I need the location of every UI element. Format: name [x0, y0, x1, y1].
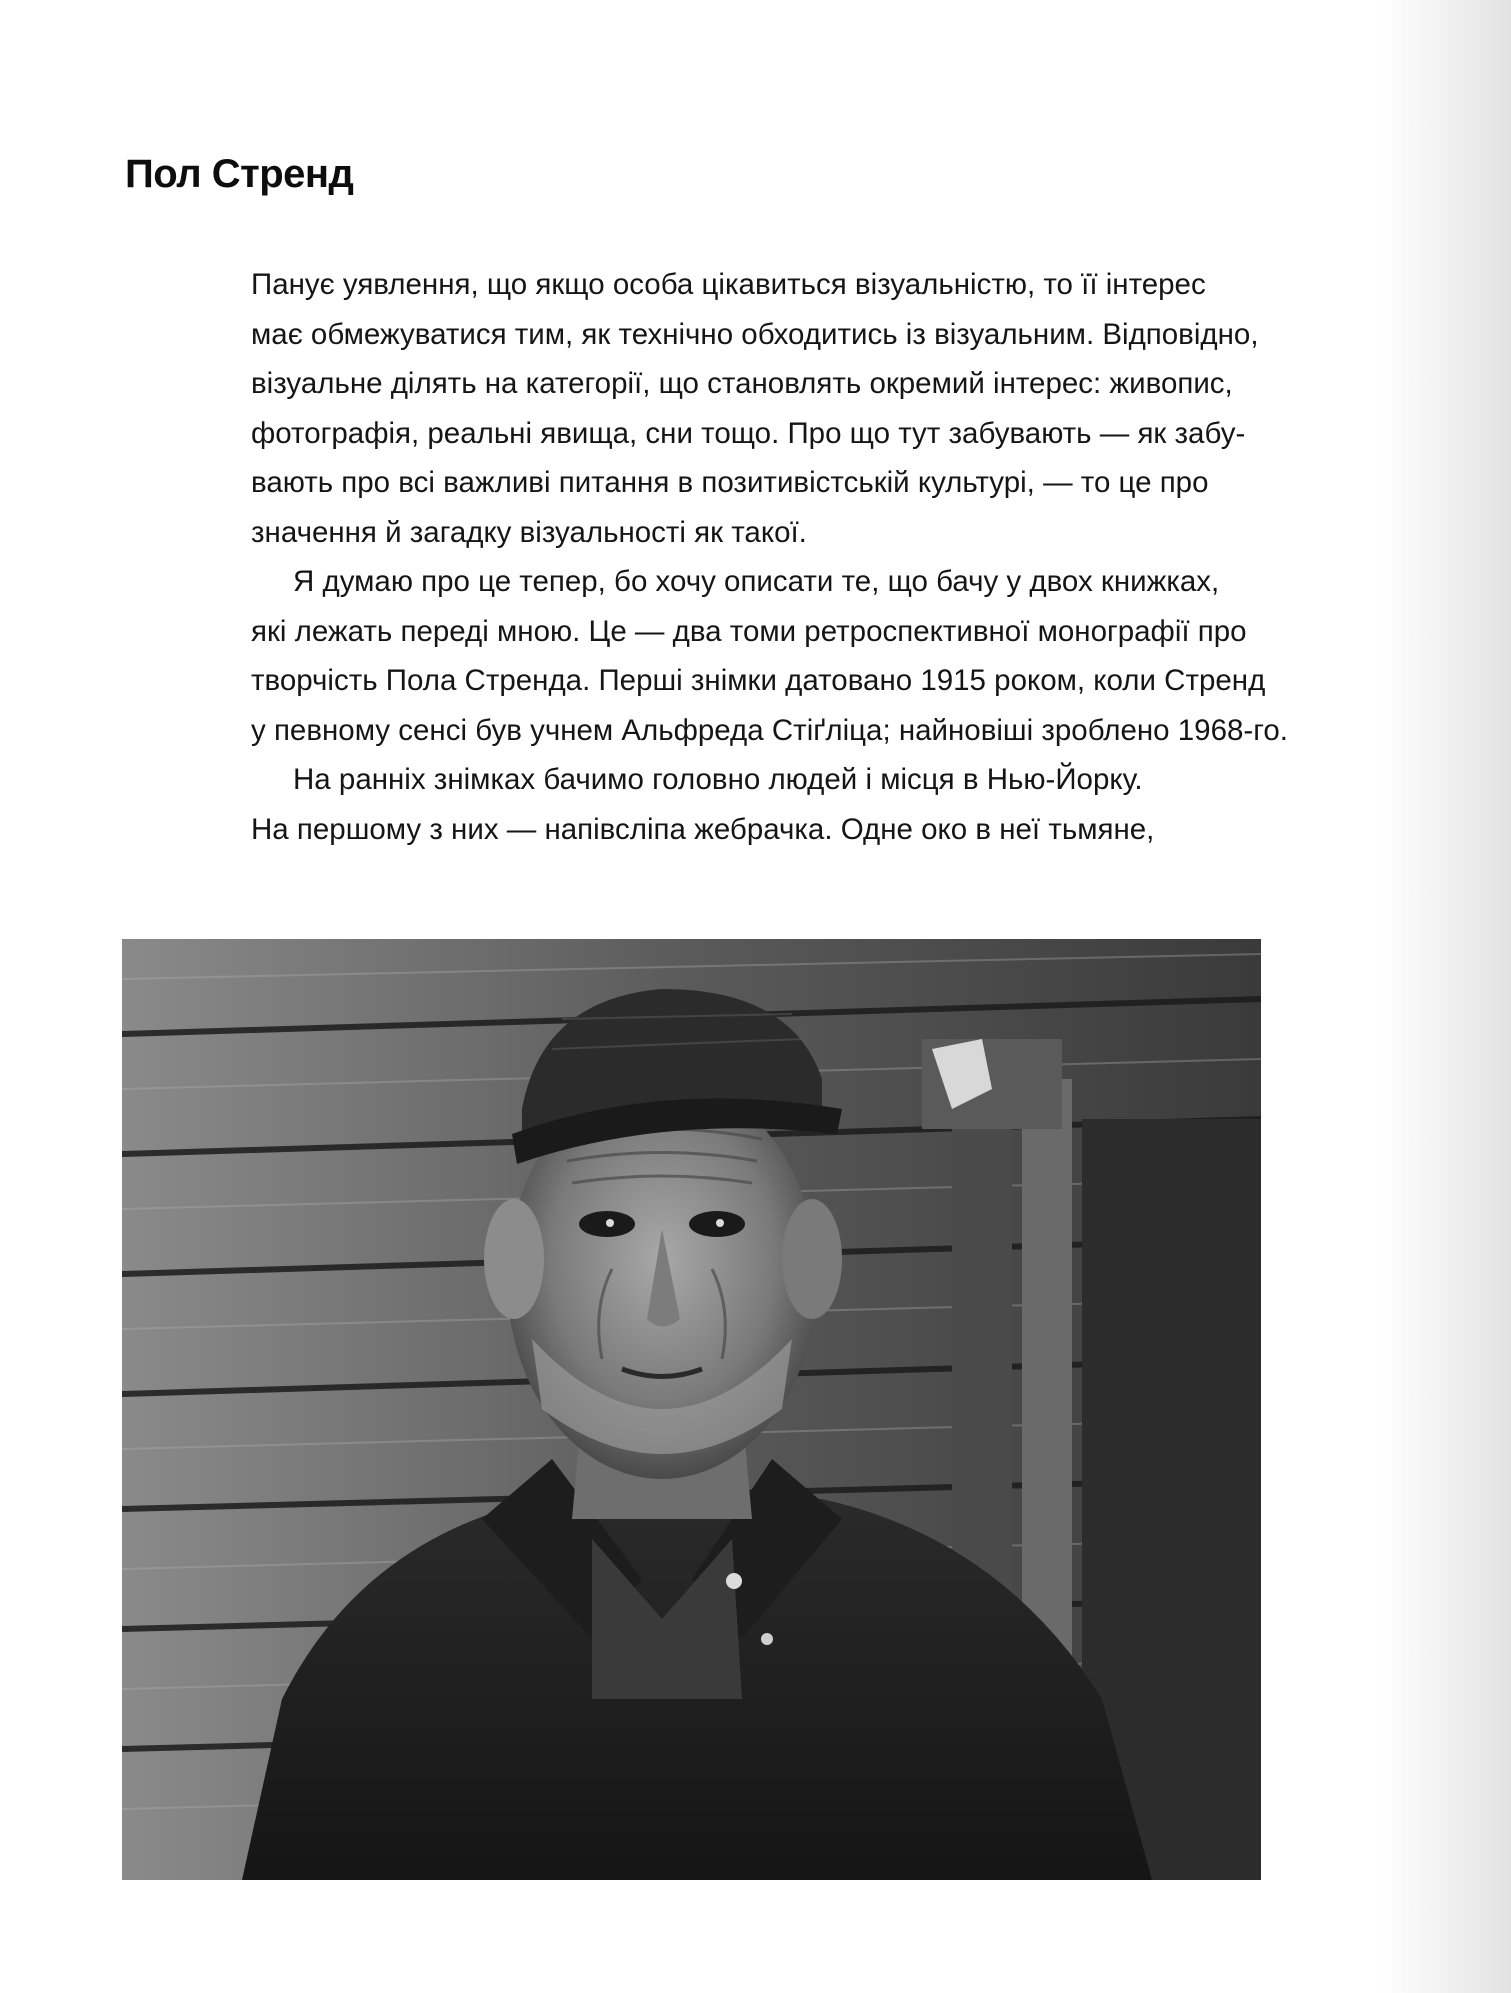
text-line: має обмежуватися тим, як технічно обходитись із візуальним. Відповідно, [251, 317, 1259, 351]
chapter-title: Пол Стренд [125, 152, 354, 196]
text-line: творчість Пола Стренда. Перші знімки датовано 1915 роком, коли Стренд [251, 664, 1266, 697]
text-line: які лежать переді мною. Це — два томи ретроспективної монографії про [251, 614, 1247, 648]
text-line: фотографія, реальні явища, сни тощо. Про що тут забувають — як забу- [251, 416, 1246, 450]
text-line: Панує уявлення, що якщо особа цікавиться візуальністю, то її інтерес [251, 268, 1206, 301]
text-line: Я думаю про це тепер, бо хочу описати те, що бачу у двох книжках, [293, 565, 1220, 598]
portrait-photo [122, 939, 1261, 1880]
text-line: вають про всі важливі питання в позитивістській культурі, — то це про [251, 466, 1209, 499]
text-line: На ранніх знімках бачимо головно людей і місця в Нью-Йорку. [293, 763, 1143, 796]
text-line: На першому з них — напівсліпа жебрачка. Одне око в неї тьмяне, [251, 812, 1155, 846]
text-line: значення й загадку візуальності як такої. [251, 515, 807, 549]
text-line: візуальне ділять на категорії, що становлять окремий інтерес: живопис, [251, 367, 1233, 400]
body-text [251, 260, 1391, 854]
text-line: у певному сенсі був учнем Альфреда Стіґліца; найновіші зроблено 1968-го. [251, 713, 1288, 747]
